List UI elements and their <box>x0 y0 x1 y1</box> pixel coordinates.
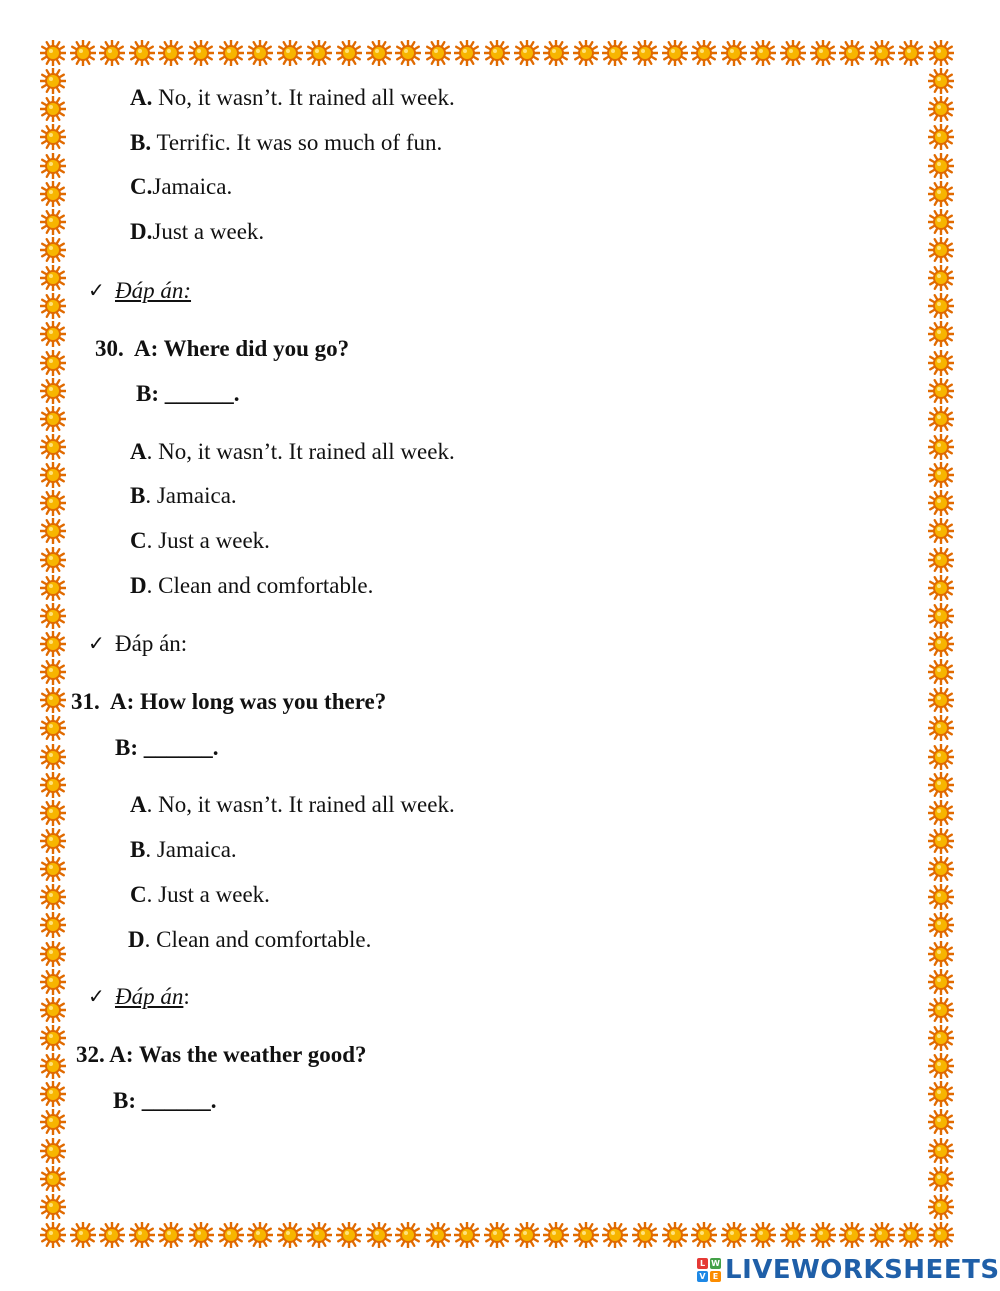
sun-icon <box>40 350 66 376</box>
sun-icon <box>40 1109 66 1135</box>
sun-icon <box>928 687 954 713</box>
sun-icon <box>928 96 954 122</box>
sun-icon <box>928 969 954 995</box>
sun-icon <box>188 40 214 66</box>
sun-icon <box>40 997 66 1023</box>
sun-icon <box>543 40 569 66</box>
sun-icon <box>40 884 66 910</box>
sun-icon <box>721 40 747 66</box>
sun-icon <box>454 1222 480 1248</box>
sun-icon <box>158 1222 184 1248</box>
sun-icon <box>928 828 954 854</box>
sun-icon <box>336 40 362 66</box>
sun-icon <box>750 1222 776 1248</box>
sun-icon <box>99 40 125 66</box>
sun-icon <box>40 828 66 854</box>
sun-icon <box>928 40 954 66</box>
option-b: B. Terrific. It was so much of fun. <box>130 130 443 155</box>
sun-icon <box>395 1222 421 1248</box>
sun-icon <box>928 321 954 347</box>
question-31: 31. A: How long was you there? <box>71 689 387 714</box>
sun-icon <box>928 1222 954 1248</box>
sun-icon <box>40 265 66 291</box>
sun-icon <box>70 1222 96 1248</box>
sun-icon <box>928 1138 954 1164</box>
q31-option-c: C. Just a week. <box>130 882 270 907</box>
sun-icon <box>40 153 66 179</box>
sun-icon <box>721 1222 747 1248</box>
sun-icon <box>691 40 717 66</box>
sun-icon <box>928 378 954 404</box>
logo-block: L <box>697 1258 708 1269</box>
sun-icon <box>70 40 96 66</box>
sun-icon <box>336 1222 362 1248</box>
sun-icon <box>158 40 184 66</box>
sun-icon <box>928 941 954 967</box>
q30-option-b: B. Jamaica. <box>130 483 237 508</box>
sun-icon <box>40 941 66 967</box>
checkmark-icon: ✓ <box>88 984 105 1008</box>
sun-icon <box>780 40 806 66</box>
sun-icon <box>484 40 510 66</box>
sun-icon <box>928 462 954 488</box>
question-32-b-line: B: ______. <box>113 1088 217 1113</box>
sun-icon <box>40 744 66 770</box>
sun-icon <box>40 715 66 741</box>
logo-blocks-icon <box>697 1258 721 1282</box>
sun-icon <box>40 237 66 263</box>
sun-icon <box>247 1222 273 1248</box>
option-d: D.Just a week. <box>130 219 265 244</box>
sun-icon <box>40 434 66 460</box>
sun-icon <box>306 40 332 66</box>
sun-icon <box>928 518 954 544</box>
sun-icon <box>129 1222 155 1248</box>
sun-icon <box>40 293 66 319</box>
sun-icon <box>839 40 865 66</box>
sun-icon <box>573 40 599 66</box>
sun-icon <box>40 1053 66 1079</box>
question-30: 30. A: Where did you go? <box>95 336 350 361</box>
sun-icon <box>928 575 954 601</box>
sun-icon <box>40 912 66 938</box>
sun-icon <box>869 40 895 66</box>
sun-icon <box>218 1222 244 1248</box>
question-31-b-line: B: ______. <box>115 735 219 760</box>
sun-icon <box>395 40 421 66</box>
option-a: A. No, it wasn’t. It rained all week. <box>130 85 455 110</box>
sun-icon <box>40 1025 66 1051</box>
checkmark-icon: ✓ <box>88 631 105 655</box>
sun-icon <box>898 1222 924 1248</box>
sun-icon <box>928 293 954 319</box>
sun-icon <box>928 884 954 910</box>
sun-icon <box>869 1222 895 1248</box>
sun-icon <box>40 687 66 713</box>
sun-icon <box>928 997 954 1023</box>
sun-icon <box>928 631 954 657</box>
sun-icon <box>366 1222 392 1248</box>
question-32: 32. A: Was the weather good? <box>76 1042 367 1067</box>
sun-icon <box>928 715 954 741</box>
sun-icon <box>632 1222 658 1248</box>
q31-option-a: A. No, it wasn’t. It rained all week. <box>130 792 455 817</box>
sun-icon <box>40 406 66 432</box>
answer-label: Đáp án: <box>115 631 188 656</box>
sun-icon <box>40 800 66 826</box>
option-c: C.Jamaica. <box>130 174 233 199</box>
sun-icon <box>750 40 776 66</box>
logo-block: E <box>710 1271 721 1282</box>
sun-icon <box>514 40 540 66</box>
sun-icon <box>40 1222 66 1248</box>
sun-icon <box>188 1222 214 1248</box>
sun-icon <box>543 1222 569 1248</box>
answer-label: Đáp án: <box>115 984 190 1009</box>
sun-icon <box>928 1109 954 1135</box>
sun-icon <box>928 659 954 685</box>
sun-icon <box>40 1166 66 1192</box>
sun-icon <box>40 40 66 66</box>
sun-icon <box>40 631 66 657</box>
sun-icon <box>40 772 66 798</box>
sun-icon <box>928 856 954 882</box>
sun-icon <box>573 1222 599 1248</box>
sun-icon <box>306 1222 332 1248</box>
q31-option-b: B. Jamaica. <box>130 837 237 862</box>
sun-icon <box>514 1222 540 1248</box>
sun-icon <box>40 575 66 601</box>
sun-icon <box>40 462 66 488</box>
question-30-b-line: B: ______. <box>136 381 240 406</box>
sun-icon <box>40 659 66 685</box>
sun-icon <box>928 547 954 573</box>
sun-icon <box>928 237 954 263</box>
sun-icon <box>928 603 954 629</box>
sun-icon <box>928 124 954 150</box>
sun-icon <box>928 912 954 938</box>
sun-icon <box>928 350 954 376</box>
sun-icon <box>928 490 954 516</box>
sun-icon <box>928 744 954 770</box>
sun-icon <box>40 490 66 516</box>
liveworksheets-logo <box>697 1255 1000 1285</box>
sun-icon <box>928 68 954 94</box>
sun-icon <box>928 181 954 207</box>
sun-icon <box>40 209 66 235</box>
answer-label: Đáp án: <box>115 278 192 303</box>
logo-block: V <box>697 1271 708 1282</box>
sun-icon <box>928 1194 954 1220</box>
sun-icon <box>40 68 66 94</box>
sun-icon <box>602 1222 628 1248</box>
sun-icon <box>218 40 244 66</box>
sun-icon <box>40 969 66 995</box>
sun-icon <box>40 124 66 150</box>
sun-icon <box>40 547 66 573</box>
sun-icon <box>40 1194 66 1220</box>
sun-icon <box>928 1166 954 1192</box>
sun-icon <box>40 321 66 347</box>
sun-icon <box>898 40 924 66</box>
q30-option-c: C. Just a week. <box>130 528 270 553</box>
sun-icon <box>40 1138 66 1164</box>
checkmark-icon: ✓ <box>88 278 105 302</box>
sun-icon <box>780 1222 806 1248</box>
sun-icon <box>40 378 66 404</box>
sun-icon <box>40 181 66 207</box>
sun-icon <box>40 1081 66 1107</box>
sun-icon <box>662 1222 688 1248</box>
sun-icon <box>602 40 628 66</box>
logo-text: LIVEWORKSHEETS <box>725 1255 1000 1285</box>
sun-icon <box>928 1081 954 1107</box>
sun-icon <box>40 518 66 544</box>
q30-option-a: A. No, it wasn’t. It rained all week. <box>130 439 455 464</box>
sun-icon <box>247 40 273 66</box>
sun-icon <box>928 406 954 432</box>
sun-icon <box>129 40 155 66</box>
sun-icon <box>928 800 954 826</box>
sun-icon <box>928 265 954 291</box>
sun-icon <box>839 1222 865 1248</box>
sun-icon <box>425 40 451 66</box>
sun-icon <box>425 1222 451 1248</box>
sun-icon <box>40 856 66 882</box>
q31-option-d: D. Clean and comfortable. <box>128 927 372 952</box>
sun-icon <box>277 40 303 66</box>
sun-icon <box>454 40 480 66</box>
sun-icon <box>810 40 836 66</box>
sun-icon <box>928 1053 954 1079</box>
sun-icon <box>366 40 392 66</box>
logo-block: W <box>711 1259 720 1268</box>
sun-icon <box>484 1222 510 1248</box>
sun-icon <box>277 1222 303 1248</box>
sun-icon <box>928 772 954 798</box>
q30-option-d: D. Clean and comfortable. <box>130 573 374 598</box>
sun-icon <box>99 1222 125 1248</box>
sun-icon <box>928 153 954 179</box>
sun-icon <box>40 603 66 629</box>
sun-icon <box>810 1222 836 1248</box>
sun-icon <box>928 434 954 460</box>
sun-icon <box>632 40 658 66</box>
sun-icon <box>40 96 66 122</box>
sun-icon <box>662 40 688 66</box>
sun-icon <box>691 1222 717 1248</box>
sun-icon <box>928 1025 954 1051</box>
sun-icon <box>928 209 954 235</box>
